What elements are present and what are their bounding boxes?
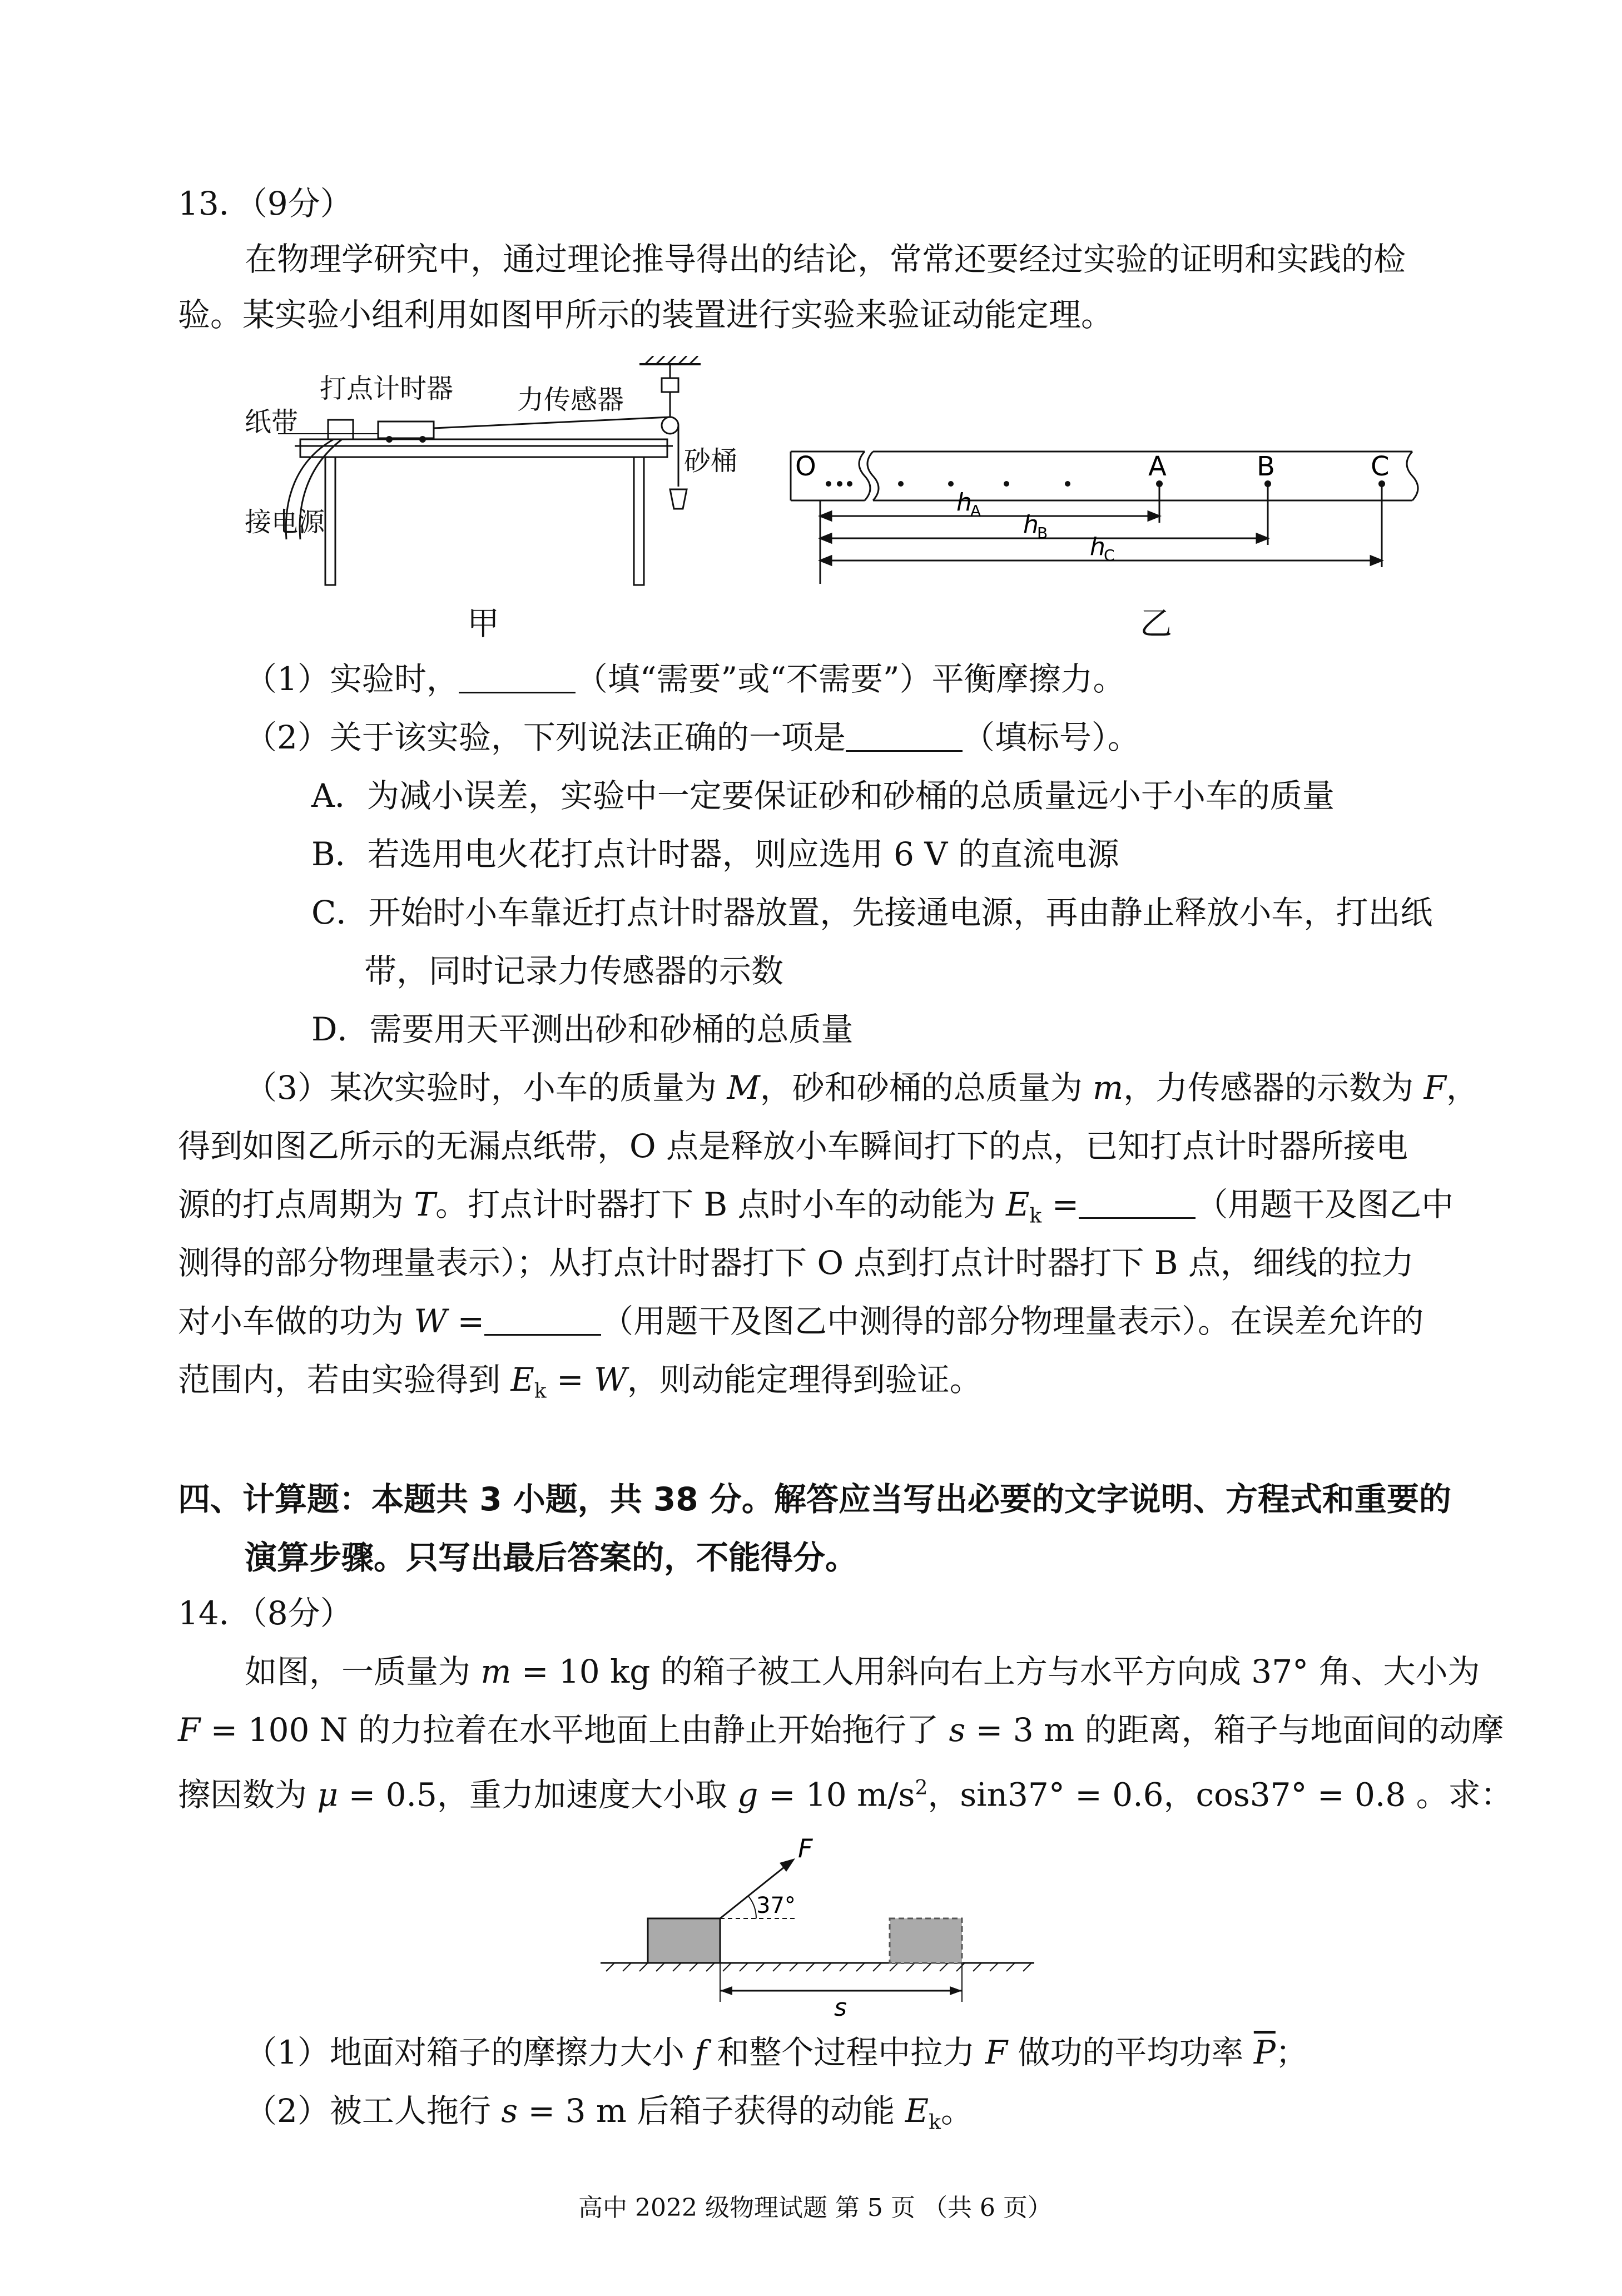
q13-part3-line2: 得到如图乙所示的无漏点纸带，O 点是释放小车瞬间打下的点，已知打点计时器所接电: [178, 1127, 1408, 1165]
q14-var-F: F: [178, 1711, 201, 1749]
q13-part3-line1: [245, 1068, 1479, 1108]
q13-part1-text-a: （1）实验时，: [245, 660, 459, 698]
p3-l5b: =: [447, 1302, 485, 1340]
q14-p1-var-f: f: [695, 2034, 707, 2071]
q14-p1b: 和整个过程中拉力: [706, 2034, 985, 2071]
figure-jia-caption: 甲: [467, 604, 500, 642]
tape-point-c: C: [1371, 451, 1390, 482]
q13-intro-line2: 验。某实验小组利用如图甲所示的装置进行实验来验证动能定理。: [178, 296, 1114, 334]
section4-title-line1: 四、计算题：本题共 3 小题，共 38 分。解答应当写出必要的文字说明、方程式和重要的: [178, 1480, 1451, 1518]
q14-l3d: ，sin37° = 0.6，cos37° = 0.8 。求：: [927, 1776, 1513, 1814]
q13-option-b: B．若选用电火花打点计时器，则应选用 6 V 的直流电源: [311, 835, 1119, 873]
p3-var-W: W: [414, 1302, 448, 1340]
section4-title-line2: 演算步骤。只写出最后答案的，不能得分。: [245, 1539, 858, 1576]
p3-l5c: （用题干及图乙中测得的部分物理量表示）。在误差允许的: [601, 1302, 1424, 1340]
q13-part3-line5: [178, 1301, 1423, 1341]
q13-part1-text-b: （填“需要”或“不需要”）平衡摩擦力。: [575, 660, 1125, 698]
q14-l1a: 如图，一质量为: [245, 1653, 481, 1690]
p3-var-E: E: [1006, 1186, 1030, 1223]
label-h-b: h: [1023, 510, 1039, 539]
label-force-sensor: 力传感器: [517, 384, 624, 415]
q13-option-d: D．需要用天平测出砂和砂桶的总质量: [311, 1010, 854, 1048]
label-h-b-sub: B: [1037, 524, 1048, 542]
p3-l3d: （用题干及图乙中: [1196, 1186, 1454, 1223]
q14-l2b: = 3 m 的距离，箱子与地面间的动摩: [965, 1711, 1504, 1749]
figure-yi: [790, 445, 1446, 589]
figure-jia: [245, 356, 745, 589]
q14-var-mu: μ: [317, 1776, 339, 1814]
q13-part2-blank: [846, 722, 963, 752]
q14-l3a: 擦因数为: [178, 1776, 318, 1814]
q14-fig-label-s: s: [834, 1993, 847, 2019]
p3-l3a: 源的打点周期为: [178, 1186, 414, 1223]
q14-var-m: m: [480, 1653, 512, 1690]
p3-var-M: M: [727, 1069, 760, 1107]
q14-p2-var-s: s: [501, 2092, 518, 2130]
label-h-a: h: [956, 488, 972, 517]
p3-sub-k: k: [1029, 1204, 1042, 1228]
q13-part2-text-a: （2）关于该实验，下列说法正确的一项是: [245, 718, 846, 756]
q13-part2-text-b: （填标号）。: [962, 718, 1140, 756]
q14-line2: [178, 1710, 1504, 1750]
q14-var-g: g: [737, 1776, 758, 1814]
q14-p1a: （1）地面对箱子的摩擦力大小: [245, 2034, 695, 2071]
q13-part1-blank: [459, 664, 576, 693]
q14-p2c: 。: [940, 2092, 973, 2130]
q13-part3-line3: [178, 1184, 1454, 1237]
q14-l2a: = 100 N 的力拉着在水平地面上由静止开始拖行了: [200, 1711, 949, 1749]
p3-l6-var-W: W: [594, 1361, 627, 1399]
p3-var-T: T: [414, 1186, 436, 1223]
label-h-c-sub: C: [1104, 546, 1115, 564]
q14-line1: [245, 1652, 1480, 1692]
figure-q14: [595, 1824, 1040, 2019]
p3-l6c: ，则动能定理得到验证。: [627, 1361, 982, 1399]
q13-part1: [245, 659, 1125, 699]
label-sand-bucket: 砂桶: [684, 445, 738, 477]
p3-l1b: ，砂和砂桶的总质量为: [760, 1069, 1093, 1107]
q14-p2-var-E: E: [905, 2092, 929, 2130]
figure-yi-drawing: [790, 445, 1446, 589]
p3-l3b: 。打点计时器打下 B 点时小车的动能为: [435, 1186, 1006, 1223]
p3-l5a: 对小车做的功为: [178, 1302, 414, 1340]
p3-l1c: ，力传感器的示数为: [1123, 1069, 1424, 1107]
q14-sup-2: 2: [915, 1777, 928, 1799]
q14-l3b: = 0.5，重力加速度大小取: [338, 1776, 738, 1814]
q14-p1-var-F: F: [985, 2034, 1008, 2071]
q13-part3-line4: 测得的部分物理量表示）；从打点计时器打下 O 点到打点计时器打下 B 点，细线的拉力: [178, 1244, 1414, 1282]
p3-var-m: m: [1093, 1069, 1124, 1107]
p3-var-F: F: [1423, 1069, 1446, 1107]
q14-fig-label-F: F: [798, 1833, 813, 1863]
figure-q14-drawing: [595, 1824, 1040, 2019]
figure-yi-caption: 乙: [1140, 604, 1173, 642]
label-power: 接电源: [245, 507, 325, 538]
q13-option-c-line2: 带，同时记录力传感器的示数: [364, 952, 784, 990]
label-h-a-sub: A: [970, 502, 981, 520]
p3-l6-sub-k: k: [534, 1380, 547, 1403]
q14-l1b: = 10 kg 的箱子被工人用斜向右上方与水平方向成 37° 角、大小为: [511, 1653, 1480, 1690]
tape-point-b: B: [1257, 451, 1275, 482]
q14-line3: [178, 1768, 1513, 1814]
p3-l6-var-E: E: [510, 1361, 534, 1399]
q13-part2: [245, 717, 1140, 757]
q14-p1d: ；: [1275, 2034, 1308, 2071]
q14-var-s: s: [949, 1711, 966, 1749]
q14-p1-var-P: $\overline{P}$: [1253, 2034, 1276, 2071]
q14-part2: [245, 2091, 973, 2143]
q14-p2b: = 3 m 后箱子获得的动能: [518, 2092, 905, 2130]
label-timer: 打点计时器: [320, 373, 454, 404]
label-tape: 纸带: [245, 406, 299, 438]
q13-option-a: A．为减小误差，实验中一定要保证砂和砂桶的总质量远小于小车的质量: [311, 777, 1335, 815]
q13-part3-blank-w: [484, 1306, 601, 1336]
q14-number: 14．（8分）: [178, 1594, 353, 1632]
tape-point-a: A: [1148, 451, 1167, 482]
p3-l1a: （3）某次实验时，小车的质量为: [245, 1069, 727, 1107]
label-h-c: h: [1090, 533, 1105, 561]
q13-intro-line1: 在物理学研究中，通过理论推导得出的结论，常常还要经过实验的证明和实践的检: [245, 240, 1406, 278]
q14-part1: [245, 2032, 1308, 2072]
tape-point-o: O: [795, 451, 816, 482]
q14-fig-label-angle: 37°: [756, 1893, 796, 1918]
q13-part3-line6: [178, 1360, 982, 1412]
p3-l6b: =: [546, 1361, 594, 1399]
q14-p2a: （2）被工人拖行: [245, 2092, 502, 2130]
p3-l1d: ，: [1446, 1069, 1479, 1107]
p3-l3c: =: [1041, 1186, 1079, 1223]
page-footer: 高中 2022 级物理试题 第 5 页 （共 6 页）: [578, 2194, 1052, 2222]
q13-option-c-line1: C．开始时小车靠近打点计时器放置，先接通电源，再由静止释放小车，打出纸: [311, 894, 1433, 931]
p3-l6a: 范围内，若由实验得到: [178, 1361, 511, 1399]
q13-part3-blank-ek: [1079, 1189, 1196, 1219]
q14-p1c: 做功的平均功率: [1007, 2034, 1254, 2071]
q14-p2-sub-k: k: [929, 2111, 941, 2134]
q13-number: 13．（9分）: [178, 185, 353, 222]
q14-l3c: = 10 m/s: [758, 1776, 915, 1814]
